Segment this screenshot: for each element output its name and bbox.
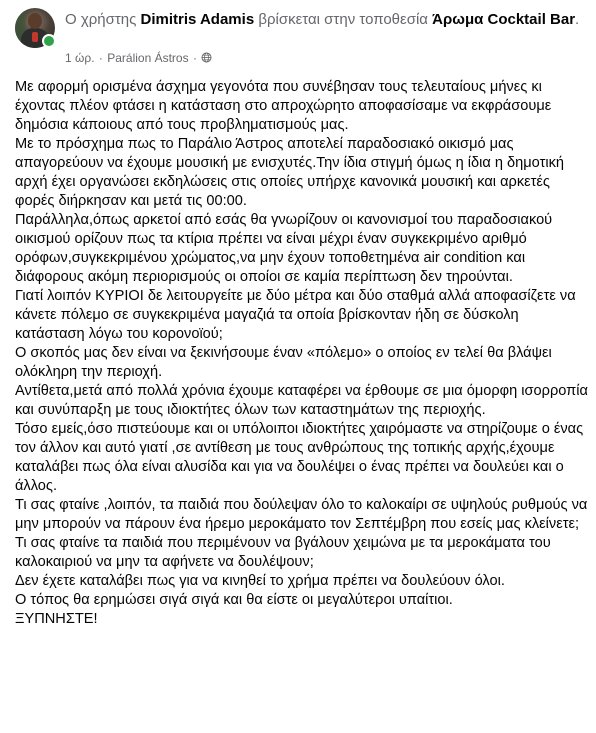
place-name-link[interactable]: Άρωμα Cocktail Bar (432, 11, 576, 28)
post-title (65, 10, 582, 29)
post-paragraph: Τι σας φταίνε ,λοιπόν, τα παιδιά που δούλεψαν όλο το καλοκαίρι σε υψηλούς ρυθμούς να μην μπορούν να πάρουν ένα ήρεμο μεροκάματο τον Σεπτέμβρη που εσείς μας κλείνετε; (15, 497, 588, 532)
post-meta (65, 51, 212, 65)
meta-separator-2: · (192, 51, 197, 65)
post-paragraph: Τι σας φταίνε τα παιδιά που περιμένουν να βγάλουν χειμώνα με τα μεροκάματα του καλοκαιριού να μην τα αφήνετε να δουλέψουν; (15, 535, 551, 570)
title-prefix: Ο χρήστης (65, 11, 137, 28)
post-paragraph: Τόσο εμείς,όσο πιστεύουμε και οι υπόλοιποι ιδιοκτήτες χαιρόμαστε να στηρίζουμε ο ένας τον άλλον και αυτό γιατί ,σε αντίθεση με τους ανθρώπους της τοπικής αρχής,έχουμε καταλάβει πως όλα είναι αλυσίδα και για να δουλέψει ο ένας πρέπει να δουλεύει και ο άλλος. (15, 421, 584, 494)
post-paragraph: Με το πρόσχημα πως το Παράλιο Άστρος αποτελεί παραδοσιακό οικισμό μας απαγορεύουν να έχουμε μουσική με ενισχυτές.Την ίδια στιγμή όμως η ίδια η δημοτική αρχή έχει οργανώσει εκδηλώσεις στις οποίες υπήρχε κανονικά μουσική και αρκετές φορές διήρκησαν και μετά τις 00:00. (15, 136, 564, 209)
location-link[interactable]: Parálion Ástros (107, 51, 189, 65)
post-header (15, 7, 588, 65)
post-timestamp-link[interactable]: 1 ώρ. (65, 51, 95, 65)
post-paragraph: Ο τόπος θα ερημώσει σιγά σιγά και θα είστε οι μεγαλύτεροι υπαίτιοι. (15, 592, 453, 608)
title-suffix: . (575, 11, 580, 28)
online-status-dot (42, 34, 56, 48)
post-paragraph: ΞΥΠΝΗΣΤΕ! (15, 611, 98, 627)
author-avatar-link[interactable] (15, 8, 55, 48)
post-paragraph: Ο σκοπός μας δεν είναι να ξεκινήσουμε έναν «πόλεμο» ο οποίος εν τελεί θα βλάψει ολόκληρη την περιοχή. (15, 345, 552, 380)
post-paragraph: Γιατί λοιπόν ΚΥΡΙΟΙ δε λειτουργείτε με δύο μέτρα και δύο σταθμά αλλά αποφασίζετε να κάνετε πόλεμο σε συγκεκριμένα μαγαζιά τα οποία βρίσκονταν ήδη σε δύσκολη κατάσταση λόγω του κορονοϊού; (15, 288, 576, 342)
globe-icon[interactable] (201, 52, 212, 63)
post-paragraph: Δεν έχετε καταλάβει πως για να κινηθεί το χρήμα πρέπει να δουλεύουν όλοι. (15, 573, 505, 589)
meta-separator: · (98, 51, 103, 65)
title-middle: βρίσκεται στην τοποθεσία (258, 11, 428, 28)
post-paragraph: Με αφορμή ορισμένα άσχημα γεγονότα που συνέβησαν τους τελευταίους μήνες κι έχοντας πλέον φτάσει η κατάσταση στο απροχώρητο αποφασίσαμε να εκφράσουμε δημόσια κάποιους από τους προβληματισμούς μας. (15, 79, 552, 133)
post-paragraph: Παράλληλα,όπως αρκετοί από εσάς θα γνωρίζουν οι κανονισμοί του παραδοσιακού οικισμού ορίζουν πως τα κτίρια πρέπει να είναι μέχρι έναν συγκεκριμένο αριθμό ορόφων,συγκεκριμένου χρώματος,να μην έχουν τοποθετημένα air condition και διάφορους ακόμη περιορισμούς οι οποίοι σε καμία περίπτωση δεν τηρούνται. (15, 212, 553, 285)
author-name-link[interactable]: Dimitris Adamis (140, 11, 255, 28)
post-paragraph: Αντίθετα,μετά από πολλά χρόνια έχουμε καταφέρει να έρθουμε σε μια όμορφη ισορροπία και συνύπαρξη με τους ιδιοκτήτες όλων των καταστημάτων της περιοχής. (15, 383, 588, 418)
post-body (15, 78, 588, 629)
